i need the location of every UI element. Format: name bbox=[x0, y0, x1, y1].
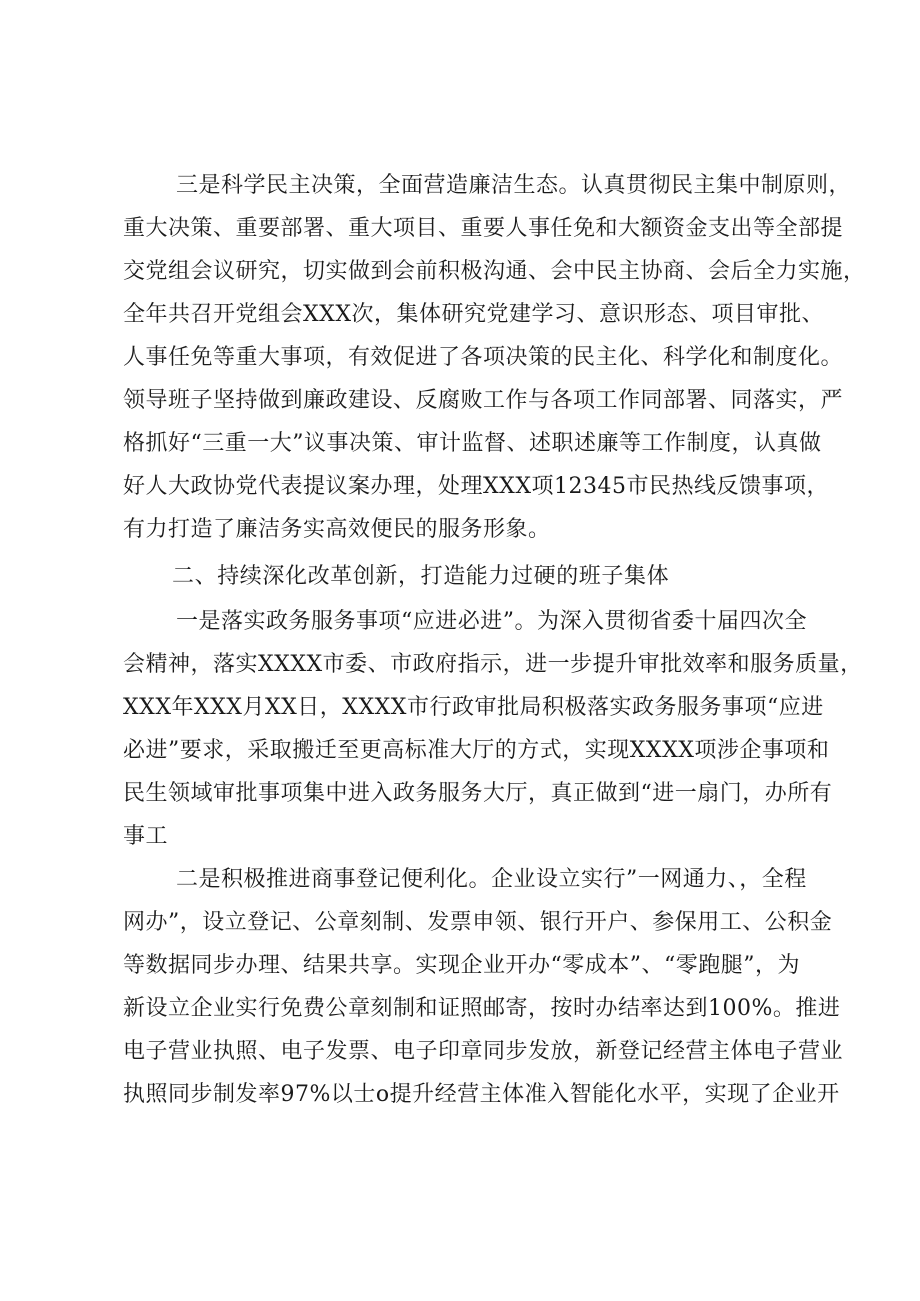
para1-line-5: 人事任免等重大事项，有效促进了各项决策的民主化、科学化和制度化。 bbox=[123, 345, 844, 370]
para2-line-6: 事工 bbox=[123, 824, 169, 849]
para3-line-1: 二是积极推进商事登记便利化。企业设立实行”一网通力、，全程 bbox=[176, 867, 807, 892]
para2-line-2: 会精神，落实XXXX市委、市政府指示，进一步提升审批效率和服务质量， bbox=[123, 652, 863, 677]
para3-line-3: 等数据同步办理、结果共享。实现企业开办“零成本”、“零跑腿”，为 bbox=[123, 953, 800, 978]
para2-line-5: 民生领域审批事项集中进入政务服务大厅，真正做到“进一扇门，办所有 bbox=[123, 781, 833, 806]
para1-line-7: 格抓好“三重一大”议事决策、审计监督、述职述廉等工作制度，认真做 bbox=[123, 431, 822, 456]
para1-line-6: 领导班子坚持做到廉政建设、反腐败工作与各项工作同部署、同落实，严 bbox=[123, 388, 844, 413]
para1-line-8: 好人大政协党代表提议案办理，处理XXX项12345市民热线反馈事项， bbox=[123, 474, 829, 499]
para2-line-4: 必进”要求，采取搬迁至更高标准大厅的方式，实现XXXX项涉企事项和 bbox=[123, 738, 830, 763]
para1-line-3: 交党组会议研究，切实做到会前积极沟通、会中民主协商、会后全力实施， bbox=[123, 259, 866, 284]
para2-line-1: 一是落实政务服务事项“应进必进”。为深入贯彻省委十届四次全 bbox=[176, 609, 807, 634]
para3-line-6: 执照同步制发率97%以士o提升经营主体准入智能化水平，实现了企业开 bbox=[123, 1082, 840, 1107]
para3-line-2: 网办”，设立登记、公章刻制、发票申领、银行开户、参保用工、公积金 bbox=[123, 910, 833, 935]
para3-line-4: 新设立企业实行免费公章刻制和证照邮寄，按时办结率达到100%。推进 bbox=[123, 996, 841, 1021]
para1-line-1: 三是科学民主决策，全面营造廉洁生态。认真贯彻民主集中制原则， bbox=[176, 173, 852, 198]
para2-line-3: XXX年XXX月XX日，XXXX市行政审批局积极落实政务服务事项“应进 bbox=[123, 695, 824, 720]
para3-line-5: 电子营业执照、电子发票、电子印章同步发放，新登记经营主体电子营业 bbox=[123, 1039, 844, 1064]
section-heading: 二、持续深化改革创新，打造能力过硬的班子集体 bbox=[172, 564, 670, 589]
para1-line-9: 有力打造了廉洁务实高效便民的服务形象。 bbox=[123, 517, 551, 542]
para1-line-2: 重大决策、重要部署、重大项目、重要人事任免和大额资金支出等全部提 bbox=[123, 216, 844, 241]
para1-line-4: 全年共召开党组会XXX次，集体研究党建学习、意识形态、项目审批、 bbox=[123, 302, 824, 327]
